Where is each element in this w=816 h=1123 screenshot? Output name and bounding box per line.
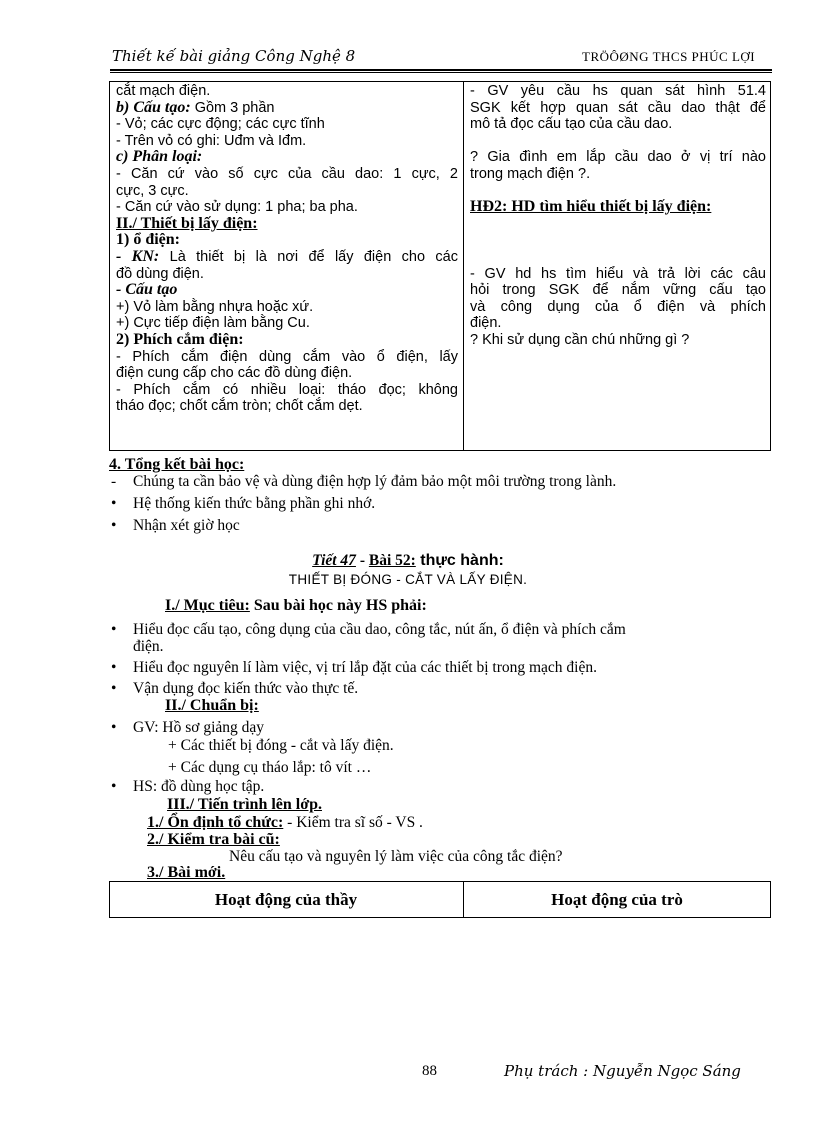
top-table-divider: [463, 81, 464, 451]
header-left-title: Thiết kế bài giảng Công Nghệ 8: [112, 47, 356, 65]
prep-gv-item: + Các thiết bị đóng - cắt và lấy điện.: [168, 737, 394, 754]
bai-label: Bài 52:: [368, 552, 416, 569]
cau-tao-text: Gồm 3 phần: [190, 99, 275, 116]
step2-question: Nêu cấu tạo và nguyên lý làm việc của công tắc điện?: [229, 848, 563, 865]
title-sep: -: [355, 552, 369, 569]
left-line: - Căn cứ vào sử dụng: 1 pha; ba pha.: [116, 199, 358, 216]
right-line: điện.: [470, 315, 502, 332]
right-line: hỏi trong SGK để nắm vững cấu tạo: [470, 282, 766, 299]
top-table-left-column: [116, 83, 458, 415]
phan-loai-label: c) Phân loại:: [116, 148, 203, 166]
left-line: điện cung cấp cho các đồ dùng điện.: [116, 365, 353, 382]
left-line: - Phích cắm có nhiều loại: tháo đọc; không: [116, 381, 458, 398]
process-step1: [147, 814, 423, 832]
o-dien-heading: 1) ổ điện:: [116, 231, 180, 249]
left-line: [116, 249, 458, 266]
footer-author: Phụ trách : Nguyễn Ngọc Sáng: [504, 1062, 741, 1080]
process-step3: 3./ Bài mới.: [147, 864, 226, 881]
right-line: và công dụng của ổ điện và phích: [470, 298, 766, 315]
tiet-label: Tiết 47: [312, 552, 356, 569]
prep-gv-text: GV: Hồ sơ giảng dạy: [133, 719, 265, 736]
thuc-hanh-label: thực hành:: [415, 552, 504, 569]
step1-label: 1./ Ổn định tổ chức:: [147, 814, 284, 831]
bullet-icon: •: [111, 680, 117, 697]
bullet-icon: •: [111, 719, 117, 736]
section-heading: II./ Thiết bị lấy điện:: [116, 214, 258, 232]
dash-bullet: -: [111, 473, 117, 490]
left-line: đồ dùng điện.: [116, 265, 204, 282]
process-step2: 2./ Kiểm tra bài cũ:: [147, 831, 280, 848]
objectives-label: I./ Mục tiêu:: [165, 597, 250, 614]
left-line: - Căn cứ vào số cực của cầu dao: 1 cực, 2: [116, 165, 458, 182]
spacer: [470, 133, 766, 150]
left-line: - Vỏ; các cực động; các cực tĩnh: [116, 116, 325, 133]
cau-tao-heading: - Cấu tạo: [116, 281, 178, 299]
step1-text: - Kiểm tra sĩ số - VS .: [283, 814, 423, 831]
right-line: - GV yêu cầu hs quan sát hình 51.4: [470, 83, 766, 99]
teacher-activity-header: Hoạt động của thầy: [214, 890, 358, 909]
prep-hs-text: HS: đồ dùng học tập.: [133, 778, 265, 795]
right-line: - GV hd hs tìm hiểu và trả lời các câu: [470, 265, 766, 282]
prep-gv-item: + Các dụng cụ tháo lắp: tô vít …: [168, 759, 372, 776]
summary-text: Chúng ta cần bảo vệ và dùng điện hợp lý đảm bảo một môi trường trong lành.: [133, 473, 617, 490]
summary-text: Hệ thống kiến thức bằng phần ghi nhớ.: [133, 495, 376, 512]
left-line: +) Cực tiếp điện làm bằng Cu.: [116, 315, 310, 332]
objective-text: điện.: [133, 638, 164, 655]
kn-label: - KN:: [116, 247, 160, 265]
lesson-title: [0, 552, 816, 570]
summary-text: Nhận xét giờ học: [133, 517, 240, 534]
right-line: trong mạch điện ?.: [470, 165, 591, 182]
summary-heading: 4. Tổng kết bài học:: [109, 456, 245, 473]
spacer: [470, 216, 766, 266]
left-line: cực, 3 cực.: [116, 182, 189, 199]
bullet-icon: •: [111, 621, 117, 638]
left-line: - Trên vỏ có ghi: Uđm và Iđm.: [116, 132, 307, 149]
student-activity-header: Hoạt động của trò: [551, 890, 683, 909]
objectives-heading: [165, 597, 427, 615]
page-number: 88: [422, 1063, 437, 1079]
header-school: TRÖÔØNG THCS PHÚC LỢI: [582, 49, 756, 64]
right-line: mô tả đọc cấu tạo của cầu dao.: [470, 116, 673, 133]
objectives-rest: Sau bài học này HS phải:: [249, 597, 427, 614]
right-line: ? Gia đình em lắp cầu dao ở vị trí nào: [470, 149, 766, 166]
prep-heading: II./ Chuẩn bị:: [165, 697, 259, 714]
left-line: [116, 100, 458, 117]
objective-text: Hiểu đọc nguyên lí làm việc, vị trí lắp đặt của các thiết bị trong mạch điện.: [133, 659, 597, 676]
right-line: SGK kết hợp quan sát cầu dao thật để: [470, 99, 766, 116]
header-rule-thin: [110, 72, 772, 73]
right-line: ? Khi sử dụng cần chú những gì ?: [470, 331, 690, 348]
left-line: tháo đọc; chốt cắm tròn; chốt cắm dẹt.: [116, 398, 363, 415]
bullet-icon: •: [111, 659, 117, 676]
header-rule: [110, 69, 772, 71]
phich-cam-heading: 2) Phích cắm điện:: [116, 330, 244, 348]
cau-tao-label: b) Cấu tạo:: [116, 98, 191, 116]
hd2-heading: HĐ2: HD tìm hiểu thiết bị lấy điện:: [470, 198, 712, 216]
process-heading: III./ Tiến trình lên lớp.: [167, 796, 322, 813]
spacer: [470, 183, 766, 200]
bullet-icon: •: [111, 778, 117, 795]
bullet-icon: •: [111, 517, 117, 534]
left-line: cắt mạch điện.: [116, 83, 211, 99]
objective-text: Hiểu đọc cấu tạo, công dụng của cầu dao, công tắc, nút ấn, ổ điện và phích cắm: [133, 621, 626, 638]
bullet-icon: •: [111, 495, 117, 512]
kn-text: Là thiết bị là nơi để lấy điện cho các: [159, 248, 458, 265]
top-table-right-column: [470, 83, 766, 349]
left-line: - Phích cắm điện dùng cắm vào ổ điện, lấy: [116, 348, 458, 365]
objective-text: Vận dụng đọc kiến thức vào thực tế.: [133, 680, 359, 697]
lesson-subtitle: THIẾT BỊ ĐÓNG - CẮT VÀ LẤY ĐIỆN.: [288, 572, 528, 587]
left-line: +) Vỏ làm bằng nhựa hoặc xứ.: [116, 298, 314, 315]
